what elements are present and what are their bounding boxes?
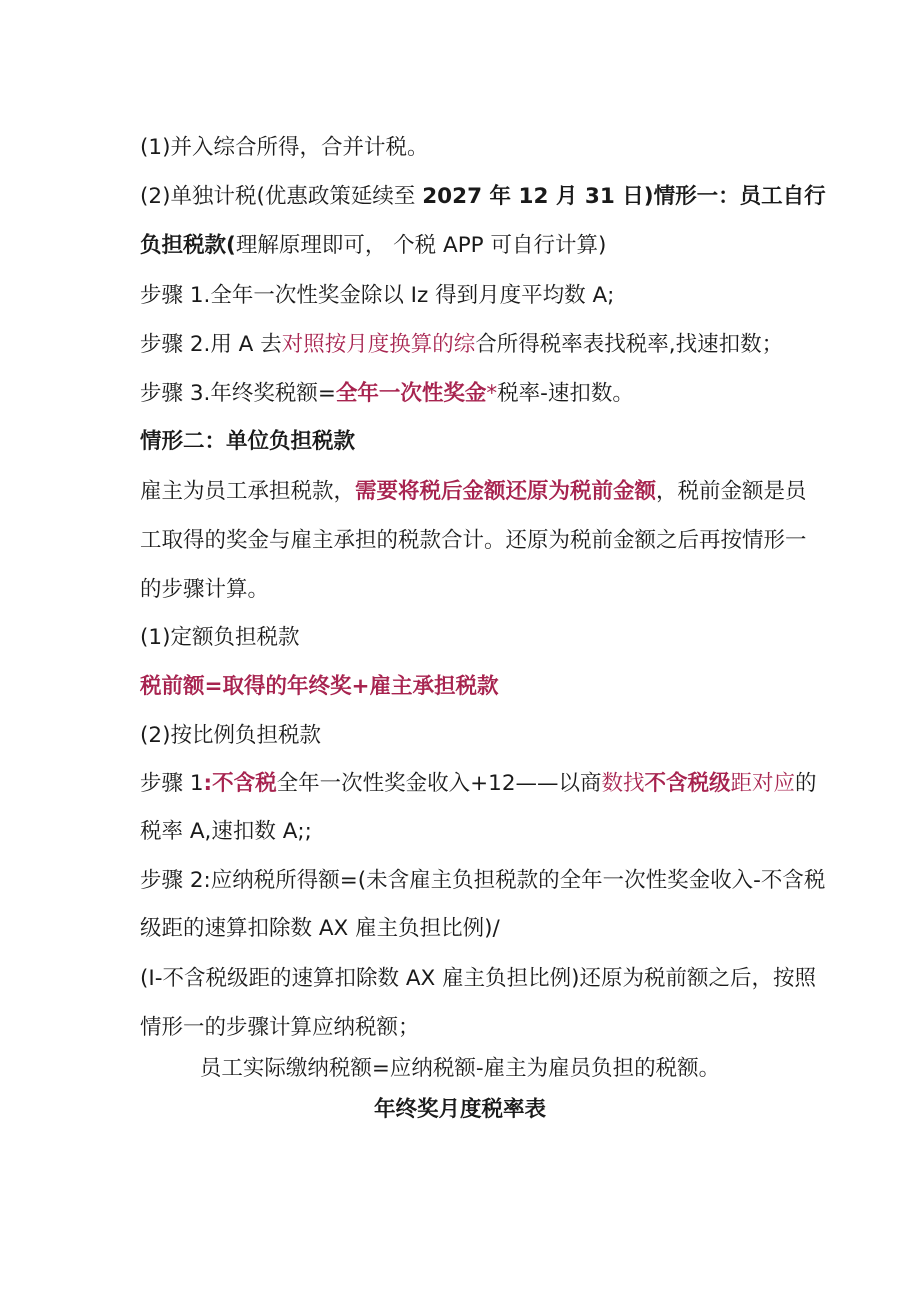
section-heading bbox=[140, 427, 880, 457]
text-span: (1)并入综合所得，合并计税。 bbox=[140, 135, 429, 160]
highlight-text-span: 数找 bbox=[601, 771, 645, 796]
paragraph-line bbox=[140, 817, 880, 847]
text-span: (1)定额负担税款 bbox=[140, 625, 300, 650]
highlight-bold-text-span: 需要将税后金额还原为税前金额 bbox=[355, 479, 657, 504]
text-span: 理解原理即可， 个税 APP 可自行计算) bbox=[235, 233, 607, 258]
text-span: 步骤 2.用 A 去 bbox=[140, 332, 282, 357]
text-span: 步骤 1 bbox=[140, 771, 204, 796]
text-span: ，税前金额是员 bbox=[656, 479, 807, 504]
highlight-bold-text-span: 税前额=取得的年终奖+雇主承担税款 bbox=[140, 674, 499, 699]
paragraph-line bbox=[140, 477, 880, 507]
text-span: 税率-速扣数。 bbox=[497, 381, 634, 406]
highlight-bold-text-span: :不含税 bbox=[203, 771, 277, 796]
text-span: (2)按比例负担税款 bbox=[140, 723, 321, 748]
text-span: 步骤 1.全年一次性奖金除以 Iz 得到月度平均数 A; bbox=[140, 283, 615, 308]
paragraph-line bbox=[140, 379, 880, 409]
text-span: 的 bbox=[795, 771, 817, 796]
paragraph-line bbox=[140, 914, 880, 944]
text-span: 的步骤计算。 bbox=[140, 577, 270, 602]
paragraph-line bbox=[140, 1013, 880, 1043]
heading-text: 年终奖月度税率表 bbox=[373, 1097, 546, 1122]
text-span: (I-不含税级距的速算扣除数 AX 雇主负担比例)还原为税前额之后，按照 bbox=[140, 966, 816, 991]
text-span: 情形一的步骤计算应纳税额； bbox=[140, 1015, 420, 1040]
paragraph-line bbox=[140, 330, 880, 360]
text-span: 步骤 3.年终奖税额= bbox=[140, 381, 336, 406]
centered-formula-line bbox=[0, 1054, 920, 1084]
paragraph-line bbox=[140, 964, 880, 994]
highlight-text-span: * bbox=[486, 381, 498, 406]
paragraph-line bbox=[140, 281, 880, 311]
paragraph-line bbox=[140, 866, 880, 896]
paragraph-line bbox=[140, 133, 880, 163]
paragraph-line bbox=[140, 231, 880, 261]
text-span: (2)单独计税(优惠政策延续至 bbox=[140, 184, 423, 209]
paragraph-line bbox=[140, 526, 880, 556]
highlight-text-span: 距对应 bbox=[730, 771, 796, 796]
text-span: 全年一次性奖金收入+12——以商 bbox=[276, 771, 602, 796]
text-span: 级距的速算扣除数 AX 雇主负担比例)/ bbox=[140, 916, 500, 941]
paragraph-line bbox=[140, 769, 880, 799]
highlight-bold-text-span: 不含税级 bbox=[644, 771, 731, 796]
text-span: 工取得的奖金与雇主承担的税款合计。还原为税前金额之后再按情形一 bbox=[140, 528, 807, 553]
highlight-bold-text-span: 全年一次性奖金 bbox=[335, 381, 487, 406]
paragraph-line bbox=[140, 721, 880, 751]
paragraph-line bbox=[140, 623, 880, 653]
text-span: 合所得税率表找税率,找速扣数； bbox=[475, 332, 784, 357]
text-span: 员工实际缴纳税额=应纳税额-雇主为雇员负担的税额。 bbox=[199, 1056, 721, 1081]
bold-text-span: 负担税款( bbox=[140, 233, 236, 258]
formula-line bbox=[140, 672, 880, 702]
text-span: 税率 A,速扣数 A;; bbox=[140, 819, 312, 844]
text-span: 雇主为员工承担税款， bbox=[140, 479, 356, 504]
bold-text-span: 2027 年 12 月 31 日)情形一：员工自行 bbox=[422, 184, 826, 209]
table-title bbox=[0, 1095, 920, 1125]
highlight-text-span: 对照按月度换算的综 bbox=[281, 332, 476, 357]
paragraph-line bbox=[140, 182, 880, 212]
heading-text: 情形二：单位负担税款 bbox=[140, 429, 356, 454]
text-span: 步骤 2:应纳税所得额=(未含雇主负担税款的全年一次性奖金收入-不含税 bbox=[140, 868, 826, 893]
paragraph-line bbox=[140, 575, 880, 605]
